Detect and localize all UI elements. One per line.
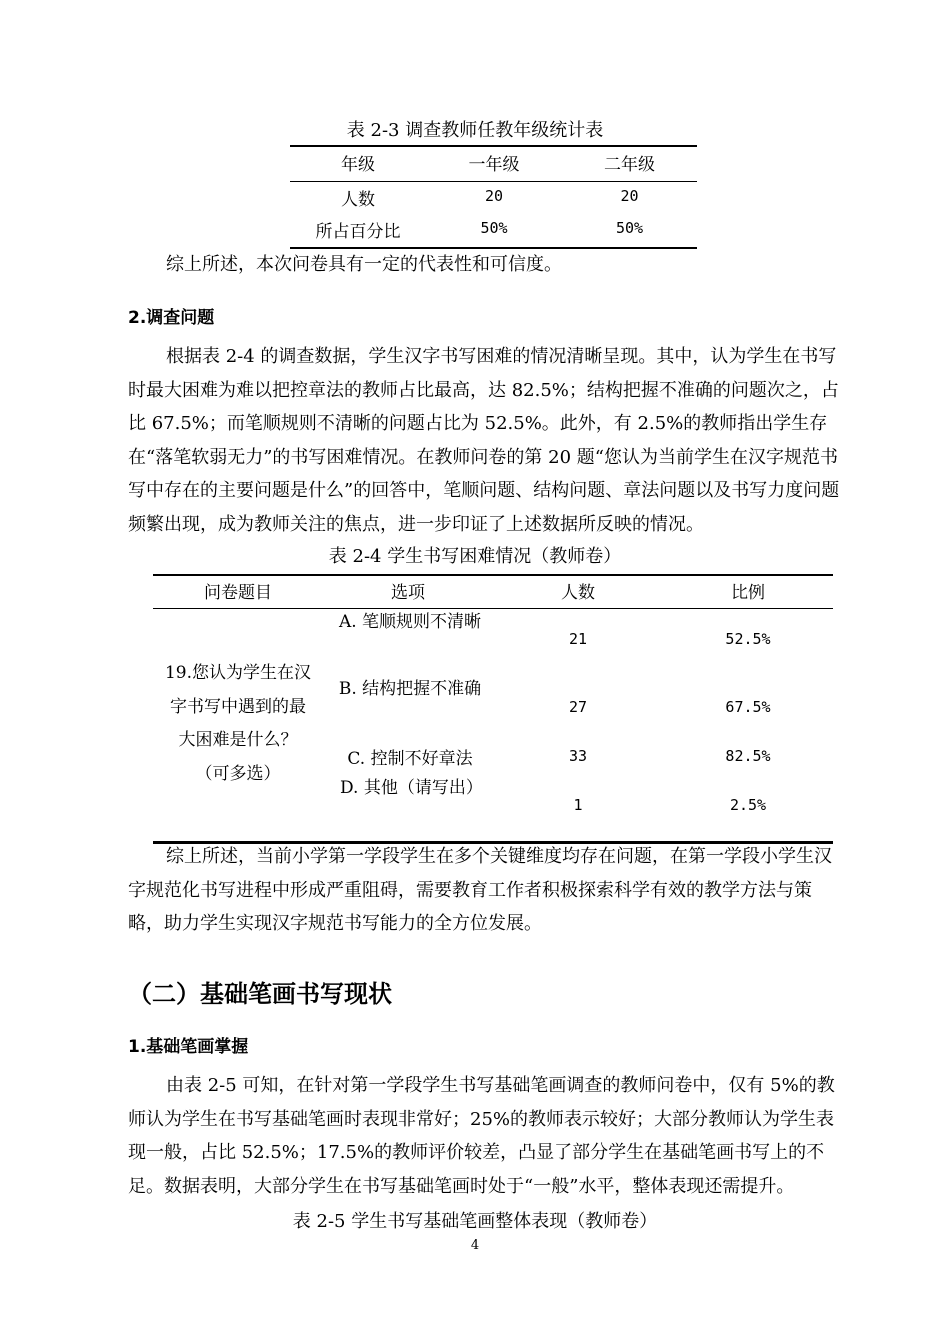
table-2-3-header-rule	[290, 181, 697, 182]
table-2-4-header-question: 问卷题目	[204, 583, 272, 603]
paragraph-summary-1	[128, 248, 840, 282]
table-2-3-cell: 50%	[480, 219, 508, 237]
heading-survey-issue: 2.调查问题	[128, 308, 215, 328]
table-2-4-option-cell: D. 其他（请写出）	[340, 778, 483, 798]
table-2-3-header-grade: 年级	[341, 155, 375, 175]
section-heading: （二）基础笔画书写现状	[128, 980, 392, 1008]
table-2-3-caption: 表 2-3 调查教师任教年级统计表	[346, 120, 604, 141]
table-2-3-cell: 20	[484, 187, 504, 205]
table-2-3-header-grade2: 二年级	[604, 155, 655, 175]
table-2-3-cell: 20	[620, 187, 639, 205]
table-2-3-top-rule	[290, 145, 697, 147]
paragraph-text: 根据表 2-4 的调查数据，学生汉字书写困难的情况清晰呈现。其中，认为学生在书写时最大困难为难以把控章法的教师占比最高，达 82.5%；结构把握不准确的问题次之，占比 67.5%；而笔顺规则不清晰的问题占比为 52.5%。此外，有 2.5%的教师指出学生存在“落笔软弱无力”的书写困难情况。在教师问卷的第 20 题“您认为当前学生在汉字规范书写中存在的主要问题是什么”的回答中，笔顺问题、结构问题、章法问题以及书写力度问题频繁出现，成为教师关注的焦点，进一步印证了上述数据所反映的情况。	[128, 346, 840, 535]
table-2-4-question-cell: 19.您认为学生在汉字书写中遇到的最大困难是什么？（可多选）	[164, 663, 312, 784]
table-2-4-header-rule	[153, 608, 833, 609]
table-2-4-ratio-cell: 82.5%	[725, 747, 771, 765]
table-2-3-header-grade1: 一年级	[468, 155, 520, 175]
table-2-4-ratio-cell: 67.5%	[725, 698, 771, 716]
table-2-4-option-cell: C. 控制不好章法	[347, 749, 473, 769]
paragraph-survey-analysis	[128, 340, 840, 541]
table-2-4-caption: 表 2-4 学生书写困难情况（教师卷）	[328, 546, 622, 567]
paragraph-text: 由表 2-5 可知，在针对第一学段学生书写基础笔画调查的教师问卷中，仅有 5%的教师认为学生在书写基础笔画时表现非常好；25%的教师表示较好；大部分教师认为学生表现一般，占比 52.5%；17.5%的教师评价较差，凸显了部分学生在基础笔画书写上的不足。数据表明，大部分学生在书写基础笔画时处于“一般”水平，整体表现还需提升。	[128, 1075, 835, 1197]
table-2-3-cell: 50%	[615, 219, 644, 237]
table-2-3-cell: 人数	[341, 190, 375, 210]
table-2-4-count-cell: 33	[568, 747, 588, 765]
table-2-4-option-cell: A. 笔顺规则不清晰	[338, 612, 482, 632]
table-2-4-header-option: 选项	[391, 583, 425, 603]
paragraph-basic-strokes	[128, 1069, 840, 1203]
table-2-3-cell: 所占百分比	[315, 222, 401, 242]
table-2-4-count-cell: 1	[573, 796, 583, 814]
table-2-4-ratio-cell: 52.5%	[725, 630, 771, 648]
table-2-4-header-count: 人数	[561, 583, 595, 603]
table-2-4-count-cell: 27	[568, 698, 588, 716]
table-2-4-header-ratio: 比例	[731, 583, 765, 603]
paragraph-text: 综上所述，本次问卷具有一定的代表性和可信度。	[166, 254, 562, 275]
page-number: 4	[470, 1238, 480, 1253]
table-2-4-ratio-cell: 2.5%	[729, 796, 767, 814]
table-2-4-top-rule	[153, 574, 833, 576]
table-2-4-count-cell: 21	[568, 630, 588, 648]
paragraph-summary-2	[128, 840, 840, 941]
table-2-5-caption: 表 2-5 学生书写基础笔画整体表现（教师卷）	[292, 1211, 658, 1232]
paragraph-text: 综上所述，当前小学第一学段学生在多个关键维度均存在问题，在第一学段小学生汉字规范化书写进程中形成严重阻碍，需要教育工作者积极探索科学有效的教学方法与策略，助力学生实现汉字规范书写能力的全方位发展。	[128, 846, 832, 934]
heading-basic-strokes: 1.基础笔画掌握	[128, 1037, 249, 1057]
table-2-4-option-cell: B. 结构把握不准确	[338, 679, 482, 699]
